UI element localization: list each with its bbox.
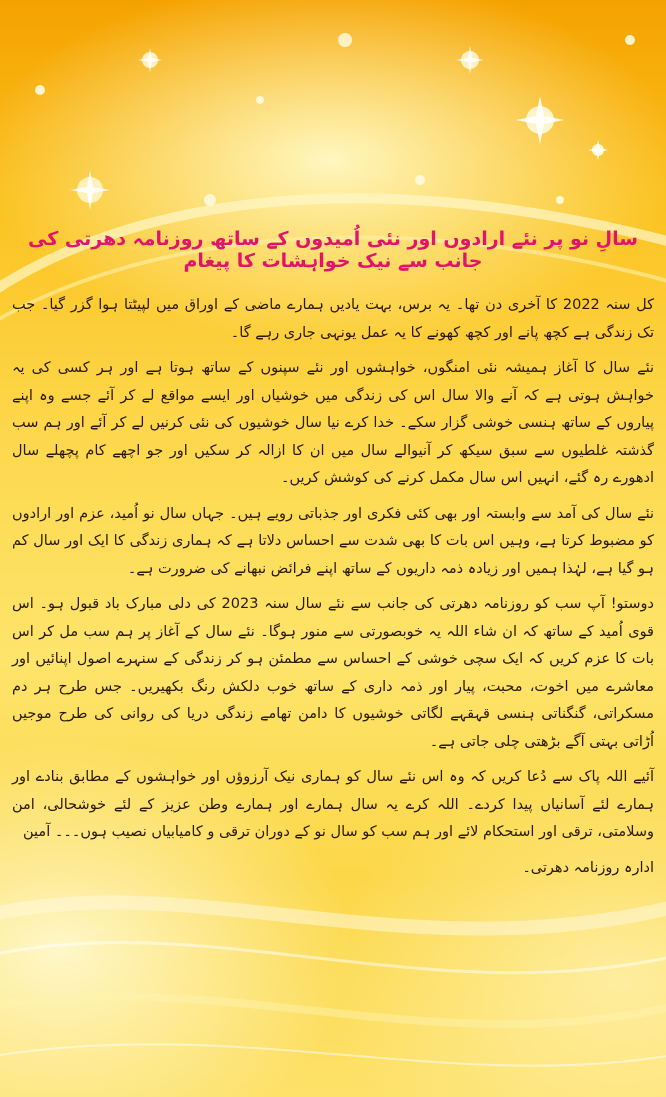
paragraph-3: نئے سال کی آمد سے وابستہ اور بھی کئی فکری اور جذباتی رویے ہیں۔ جہاں سال نو اُمید، عزم اور ارادوں کو مضبوط کرتا ہے، وہیں اس بات کا بھی شدت سے احساس دلاتا ہے کہ ہماری زندگی کا ایک اور سال کم ہو گیا ہے، لہٰذا ہمیں اور زیادہ ذمہ داریوں کے ساتھ اپنے فرائض نبھانے کی ضرورت ہے۔: [12, 505, 654, 577]
message-body: [12, 292, 654, 890]
page-title: سالِ نو پر نئے ارادوں اور نئی اُمیدوں کے ساتھ روزنامہ دھرتی کی جانب سے نیک خواہشات کا پیغام: [28, 228, 638, 272]
paragraph-5: آئیے اللہ پاک سے دُعا کریں کہ وہ اس نئے سال کو ہماری نیک آرزوؤں اور خواہشوں کے مطابق بنادے اور ہمارے لئے آسانیاں پیدا کردے۔ اللہ کرے یہ سال ہمارے اور ہمارے وطن عزیز کے لئے خوشحالی، امن وسلامتی، ترقی اور استحکام لائے اور ہم سب کو سال نو کے دوران ترقی و کامیابیاں نصیب ہوں۔۔۔ آمین: [12, 769, 654, 840]
signature: ادارہ روزنامہ دھرتی۔: [522, 859, 654, 876]
paragraph-1: کل سنہ 2022 کا آخری دن تھا۔ یہ برس، بہت یادیں ہمارے ماضی کے اوراق میں لپیٹتا ہوا گزر گیا۔ جب تک زندگی ہے کچھ پانے اور کچھ کھونے کا یہ عمل یونہی جاری رہے گا۔: [12, 297, 655, 341]
paragraph-2: نئے سال کا آغاز ہمیشہ نئی امنگوں، خواہشوں اور نئے سپنوں کے ساتھ ہوتا ہے اور ہر کسی کی یہ خواہش ہوتی ہے کہ آنے والا سال اس کی زندگی میں خوشیاں اور ایسے مواقع لے کر آئے جسے وہ اپنے پیاروں کے ساتھ ہنسی خوشی گزار سکے۔ خدا کرے نیا سال خوشیوں کی نئی کرنیں لے کر آئے اور ہم سب گذشتہ غلطیوں سے سبق سیکھ کر آنیوالے سال میں ان کا ازالہ کر سکیں اور جو اچھے کام پچھلے سال ادھورے رہ گئے، انہیں اس سال مکمل کرنے کی کوشش کریں۔: [12, 360, 654, 486]
paragraph-4: دوستو! آپ سب کو روزنامہ دھرتی کی جانب سے نئے سال سنہ 2023 کی دلی مبارک باد قبول ہو۔ اس قوی اُمید کے ساتھ کہ ان شاء اللہ یہ خوبصورتی سے منور ہوگا۔ نئے سال کے آغاز پر ہم سب مل کر اس بات کا عزم کریں کہ ایک سچی خوشی کے احساس سے مطمئن ہو کر زندگی کے سنہرے اصول اپنائیں اور معاشرے میں اخوت، محبت، پیار اور ذمہ داری کے ساتھ خوب دلکش رنگ بکھیریں۔ جس طرح ہر دم مسکراتی، گنگناتی ہنسی قہقہے لگاتی خوشیوں کا دامن تھامے زندگی دریا کی روانی کی طرح موجیں اُڑاتی بہتی آگے بڑھتی چلی جاتی ہے۔: [12, 596, 654, 750]
sparkle-decoration: [0, 0, 666, 260]
